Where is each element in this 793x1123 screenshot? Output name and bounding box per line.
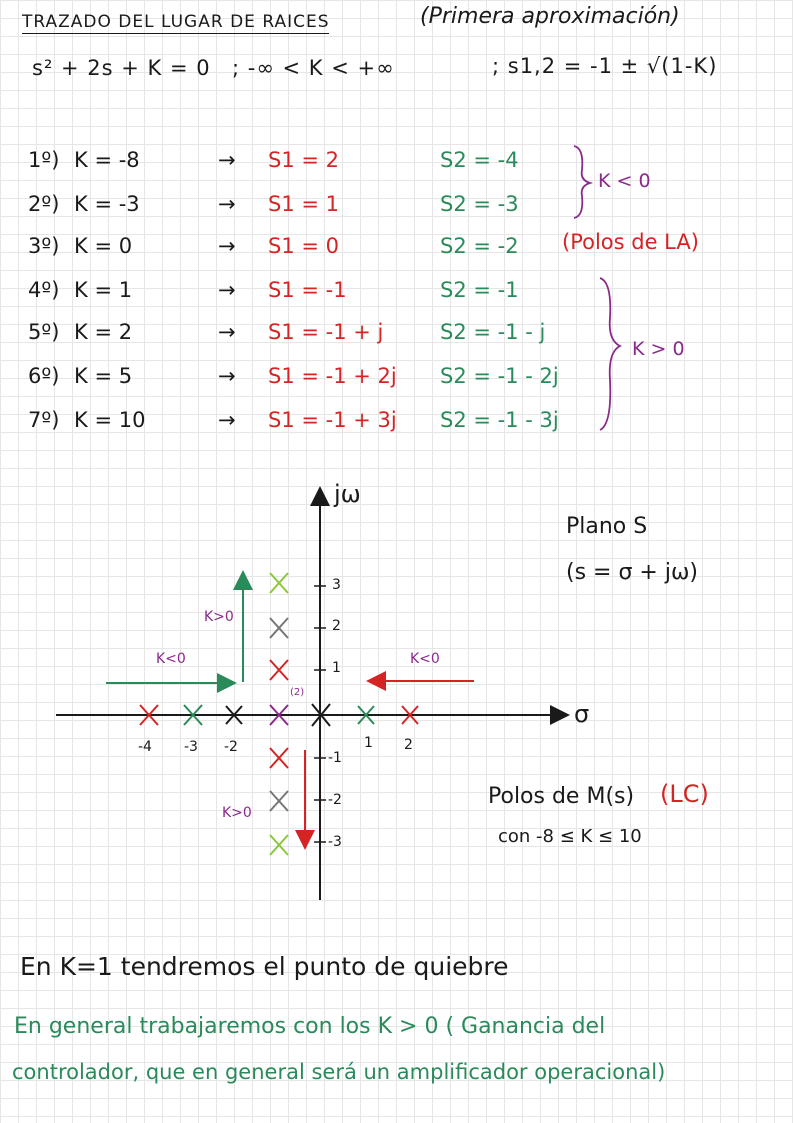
x-tick-label: -3 [184,739,198,755]
row-s2: S2 = -3 [440,192,519,216]
k-positive-label: K > 0 [632,338,685,360]
arrow-icon: → [218,234,236,258]
breakpoint-note: En K=1 tendremos el punto de quiebre [20,952,509,981]
row-number: 2º) [28,192,60,216]
row-s1: S1 = -1 + 2j [268,364,397,388]
row-k: K = 0 [74,234,133,258]
k-positive-upper-label: K>0 [204,609,234,625]
pole-marker [270,791,288,811]
k-negative-label: K < 0 [598,170,651,192]
x-tick-label: 1 [364,735,373,751]
row-s2: S2 = -2 [440,234,519,258]
row-number: 5º) [28,320,60,344]
page-subtitle: (Primera aproximación) [420,4,680,29]
pole-marker [270,835,288,855]
k-negative-left-label: K<0 [156,651,186,667]
closed-loop-tag: (LC) [660,780,709,808]
row-s1: S1 = -1 + 3j [268,408,397,432]
arrow-icon: → [218,408,236,432]
x-tick-label: 2 [404,737,413,753]
row-s2: S2 = -4 [440,148,519,172]
arrow-icon: → [218,320,236,344]
k-range-note: con -8 ≤ K ≤ 10 [498,826,642,847]
general-note-line-2: controlador, que en general será un amplificador operacional) [12,1060,666,1084]
row-number: 4º) [28,278,60,302]
row-s2: S2 = -1 [440,278,519,302]
page-title: TRAZADO DEL LUGAR DE RAICES [22,12,330,32]
closed-loop-poles-title: Polos de M(s) [488,784,635,809]
arrow-icon: → [218,148,236,172]
x-tick-label: -4 [138,739,152,755]
row-s1: S1 = 1 [268,192,339,216]
k-range-equation: ; -∞ < K < +∞ [232,56,395,80]
k-negative-right-label: K<0 [410,651,440,667]
characteristic-equation: s² + 2s + K = 0 [32,56,211,80]
row-k: K = 2 [74,320,133,344]
pole-marker [270,748,288,768]
row-s1: S1 = -1 + j [268,320,384,344]
row-k: K = -3 [74,192,140,216]
y-tick-label: -2 [328,792,342,808]
sigma-axis-label: σ [574,700,590,728]
row-k: K = 10 [74,408,146,432]
open-loop-poles-note: (Polos de LA) [562,230,699,254]
x-tick-label: -2 [224,739,238,755]
plane-definition: (s = σ + jω) [566,560,698,585]
pole-marker [270,573,288,593]
row-s2: S2 = -1 - 2j [440,364,559,388]
y-tick-label: -3 [328,834,342,850]
row-s1: S1 = -1 [268,278,347,302]
row-k: K = 5 [74,364,133,388]
y-tick-label: 2 [332,618,341,634]
plane-title: Plano S [566,514,648,539]
row-s2: S2 = -1 - j [440,320,546,344]
row-number: 3º) [28,234,60,258]
row-s2: S2 = -1 - 3j [440,408,559,432]
k-positive-lower-label: K>0 [222,805,252,821]
y-tick-label: 3 [332,577,341,593]
pole-marker [270,618,288,638]
general-note-line-1: En general trabajaremos con los K > 0 ( Ganancia del [14,1014,606,1039]
jw-axis-label: jω [334,480,361,508]
y-tick-label: -1 [328,750,342,766]
row-number: 1º) [28,148,60,172]
roots-equation: ; s1,2 = -1 ± √(1-K) [492,54,718,78]
arrow-icon: → [218,278,236,302]
arrow-icon: → [218,364,236,388]
row-s1: S1 = 0 [268,234,339,258]
row-k: K = -8 [74,148,140,172]
double-pole-label: (2) [290,687,305,698]
row-number: 7º) [28,408,60,432]
pole-marker [270,660,288,680]
row-k: K = 1 [74,278,133,302]
arrow-icon: → [218,192,236,216]
row-number: 6º) [28,364,60,388]
row-s1: S1 = 2 [268,148,339,172]
y-tick-label: 1 [332,660,341,676]
